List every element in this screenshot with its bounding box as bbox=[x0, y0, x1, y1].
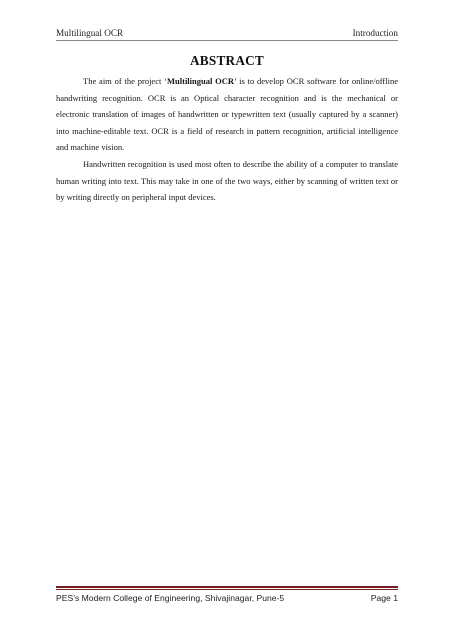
page-title: ABSTRACT bbox=[189, 53, 264, 68]
footer-divider-thin bbox=[56, 589, 398, 590]
footer-divider-thick bbox=[56, 586, 398, 588]
paragraph-1-rest: ’ is to develop OCR software for online/offline handwriting recognition. OCR is an Optical character recognition and is the mechanical or electronic translation of images of handwritten or typewritten text (usually captured by a scanner) into machine-editable text. OCR is a field of research in pattern recognition, artificial intelligence and machine vision. bbox=[56, 76, 399, 153]
page-number: Page 1 bbox=[370, 593, 398, 603]
header-document-title: Multilingual OCR bbox=[56, 28, 124, 38]
project-name-emphasis: Multilingual OCR bbox=[167, 76, 235, 86]
running-header bbox=[56, 28, 398, 41]
abstract-paragraph-2: Handwritten recognition is used most often to describe the ability of a computer to translate human writing into text. This may take in one of the two ways, either by scanning of written text or by writing directly on peripheral input devices. bbox=[56, 158, 398, 203]
abstract-body bbox=[56, 73, 398, 206]
footer-institution: PES’s Modern College of Engineering, Shivajinagar, Pune-5 bbox=[56, 593, 285, 603]
running-footer bbox=[56, 592, 398, 606]
abstract-paragraph-1 bbox=[56, 73, 398, 156]
paragraph-1-lead: The aim of the project ‘ bbox=[83, 76, 167, 86]
header-section-name: Introduction bbox=[352, 28, 398, 38]
